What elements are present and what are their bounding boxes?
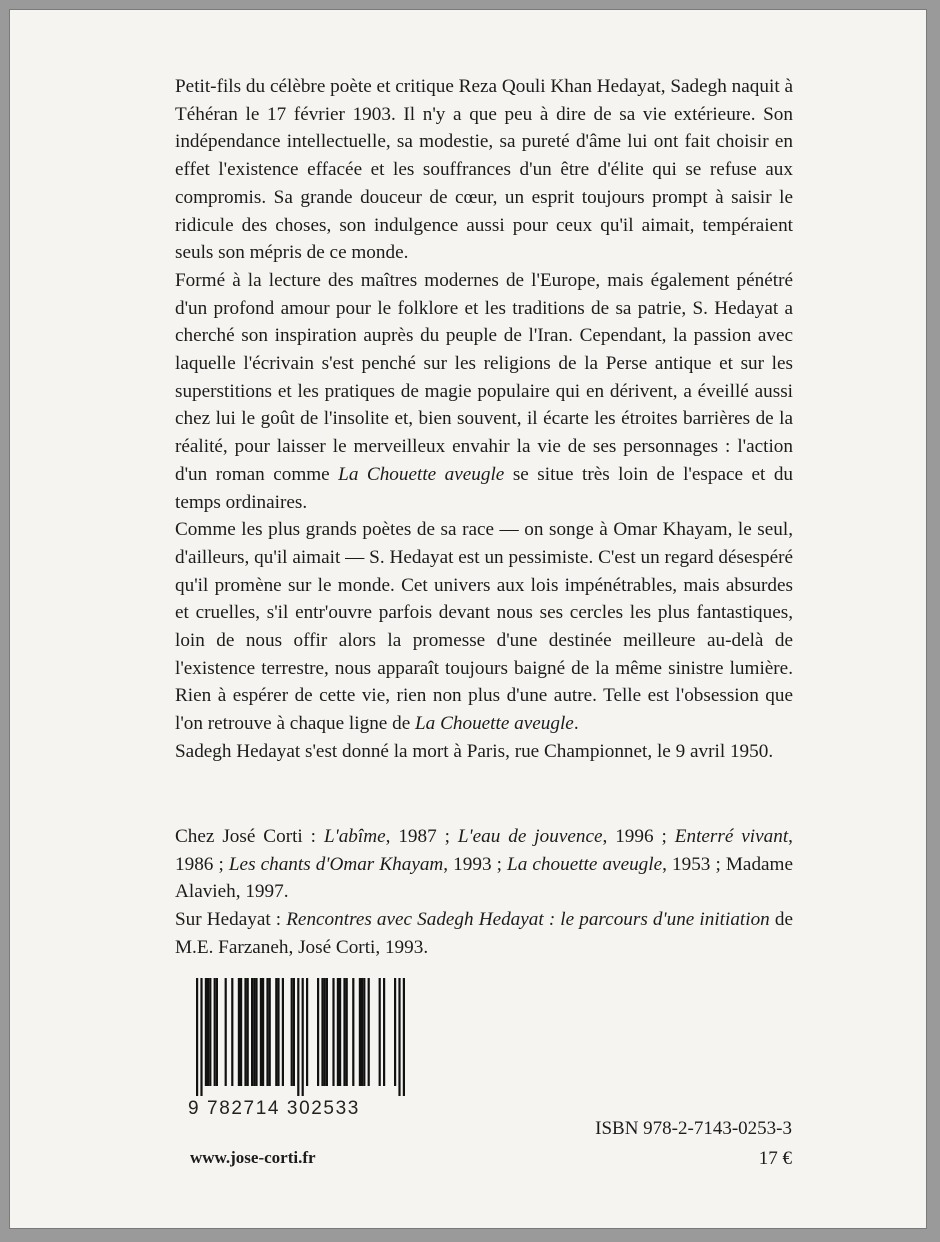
barcode-bar xyxy=(398,978,400,1096)
text-run: de M.E. Farzaneh, José Corti, 1993. xyxy=(175,909,793,958)
text-run: se situe très loin de l'espace et du temps ordinaires. xyxy=(175,463,794,513)
barcode-bar xyxy=(352,978,354,1086)
italic-title: Enterré vivant xyxy=(674,826,789,847)
italic-title: La Chouette aveugle xyxy=(338,463,505,485)
bibliography-paragraph xyxy=(175,823,793,906)
biography-paragraph xyxy=(175,73,793,267)
barcode-bar xyxy=(238,978,240,1086)
barcode-bar xyxy=(297,978,299,1096)
price-label: 17 € xyxy=(758,1148,792,1169)
barcode-bar xyxy=(302,978,304,1096)
barcode-bar xyxy=(200,978,202,1096)
text-run: , 1996 ; xyxy=(602,826,675,847)
barcode-bar xyxy=(214,978,216,1086)
barcode-bar xyxy=(343,978,345,1086)
barcode-bar xyxy=(321,978,323,1086)
barcode-bar xyxy=(317,978,319,1086)
text-run: Chez José Corti : xyxy=(175,826,324,847)
barcode-bar xyxy=(253,978,255,1086)
barcode-bar xyxy=(231,978,233,1086)
barcode-bar xyxy=(361,978,363,1086)
barcode-bar xyxy=(306,978,308,1086)
barcode-bar xyxy=(244,978,246,1086)
italic-title: Les chants d'Omar Khayam xyxy=(228,853,444,875)
italic-title: L'abîme xyxy=(323,826,386,847)
bibliography-text xyxy=(175,823,793,962)
bibliography-paragraph xyxy=(175,906,793,961)
back-cover xyxy=(10,10,926,1228)
barcode-bar xyxy=(339,978,341,1086)
barcode-bar xyxy=(346,978,348,1086)
italic-title: La Chouette aveugle xyxy=(415,713,574,735)
text-run: , 1953 ; Madame Alavieh, 1997. xyxy=(175,853,793,903)
barcode-bar xyxy=(260,978,262,1086)
barcode-bar xyxy=(240,978,242,1086)
barcode-bar xyxy=(205,978,207,1086)
text-run: , 1993 ; xyxy=(443,853,508,875)
biography-paragraph xyxy=(175,738,793,766)
barcode-bar xyxy=(324,978,326,1086)
barcode-bar xyxy=(247,978,249,1086)
barcode-bar xyxy=(394,978,396,1086)
text-run: Formé à la lecture des maîtres modernes de l'Europe, mais également pénétré d'un profond amour pour le folklore et les traditions de sa patrie, S. Hedayat a cherché son inspiration auprès du peuple de l'Iran. Cependant, la passion avec laquelle l'écrivain s'est penché sur les religions de la Perse antique et sur les superstitions et les pratiques de magie populaire qui en dérivent, a éveillé aussi chez lui le goût de l'insolite et, bien souvent, il écarte les étroites barrières de la réalité, pour laisser le merveilleux envahir la vie de ses personnages : l'action d'un roman comme xyxy=(175,269,793,485)
barcode-bar xyxy=(379,978,381,1086)
barcode-bar xyxy=(337,978,339,1086)
text-run: , 1986 ; xyxy=(175,826,793,875)
barcode-bar xyxy=(216,978,218,1086)
barcode-bar xyxy=(269,978,271,1086)
text-run: Comme les plus grands poètes de sa race — on songe à Omar Khayam, le seul, d'ailleurs, qu'il aimait — S. Hedayat est un pessimiste. C'est un regard désespéré qu'il promène sur le monde. Cet univers aux lois impénétrables, mais absurdes et cruelles, s'il entr'ouvre parfois devant nous ses cercles les plus fantastiques, loin de nous offir alors la promesse d'une destinée meilleure au-delà de l'existence terrestre, nous apparaît toujours baigné de la même sinistre lumière. Rien à espérer de cette vie, rien non plus d'une autre. Telle est l'obsession que l'on retrouve à chaque ligne de xyxy=(175,519,793,735)
biography-text xyxy=(175,73,793,766)
barcode-bar xyxy=(332,978,334,1086)
barcode-icon xyxy=(188,978,414,1096)
barcode-bar xyxy=(225,978,227,1086)
barcode-bar xyxy=(363,978,365,1086)
barcode-bar xyxy=(255,978,257,1086)
barcode-bar xyxy=(277,978,279,1086)
barcode-bar xyxy=(403,978,405,1096)
isbn-label: ISBN 978-2-7143-0253-3 xyxy=(595,1118,792,1139)
biography-paragraph xyxy=(175,267,793,516)
barcode-bar xyxy=(207,978,209,1086)
barcode-bar xyxy=(262,978,264,1086)
barcode-bar xyxy=(275,978,277,1086)
text-run: , 1987 ; xyxy=(385,826,458,847)
text-run: . xyxy=(573,713,579,735)
barcode-bar xyxy=(293,978,295,1086)
italic-title: Rencontres avec Sadegh Hedayat : le parcours d'une initiation xyxy=(286,909,770,931)
barcode-digits: 9 782714 302533 xyxy=(188,1098,360,1119)
barcode-bar xyxy=(196,978,198,1096)
barcode-bar xyxy=(383,978,385,1086)
barcode-bar xyxy=(251,978,253,1086)
text-run: Sur Hedayat : xyxy=(175,909,287,931)
text-run: Sadegh Hedayat s'est donné la mort à Paris, rue Championnet, le 9 avril 1950. xyxy=(175,740,774,762)
barcode-bar xyxy=(359,978,361,1086)
barcode-bar xyxy=(266,978,268,1086)
barcode-bar xyxy=(326,978,328,1086)
barcode-block xyxy=(188,978,414,1120)
publisher-website: www.jose-corti.fr xyxy=(190,1148,316,1167)
italic-title: La chouette aveugle xyxy=(507,853,663,875)
barcode-bar xyxy=(209,978,211,1086)
text-run: Petit-fils du célèbre poète et critique Reza Qouli Khan Hedayat, Sadegh naquit à Téhéran le 17 février 1903. Il n'y a que peu à dire de sa vie extérieure. Son indépendance intellectuelle, sa modestie, sa pureté d'âme lui ont fait choisir en effet l'existence effacée et les souffrances d'un être d'élite qui se refuse aux compromis. Sa grande douceur de cœur, un esprit toujours prompt à saisir le ridicule des choses, son indulgence aussi pour ceux qu'il aimait, tempéraient seuls son mépris de ce monde. xyxy=(175,76,793,264)
barcode-bar xyxy=(291,978,293,1086)
barcode-bar xyxy=(282,978,284,1086)
biography-paragraph xyxy=(175,516,793,738)
italic-title: L'eau de jouvence xyxy=(457,826,603,847)
barcode-bar xyxy=(368,978,370,1086)
